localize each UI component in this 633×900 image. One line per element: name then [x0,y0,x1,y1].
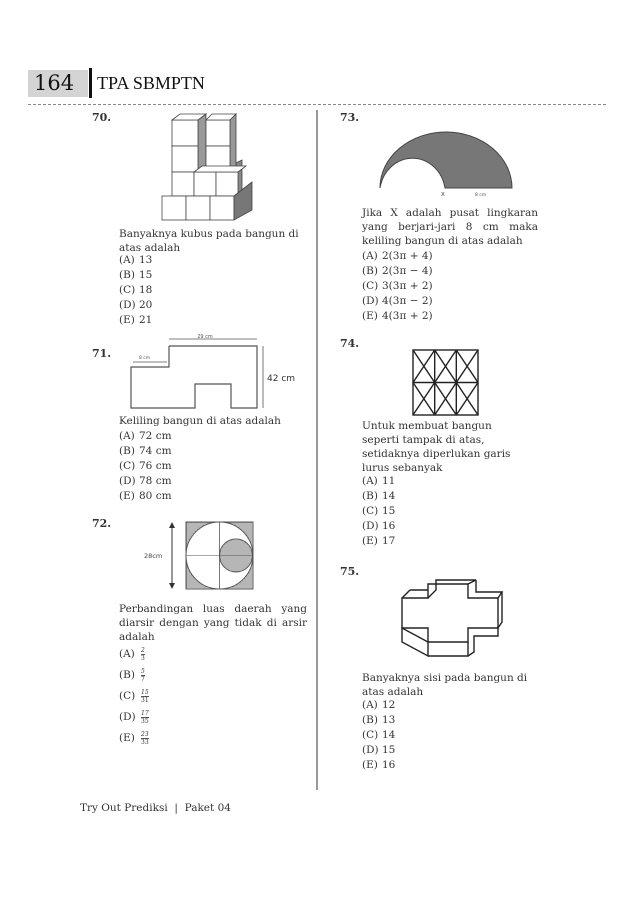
question-75-options [362,698,395,773]
option[interactable]: (E) 16 [362,759,396,771]
right-dimension-label: 42 cm [267,374,296,384]
option[interactable]: (B) 15 [119,269,153,281]
option[interactable]: (D) 78 cm [119,475,172,487]
question-71-number: 71. [92,347,112,360]
question-75-number: 75. [340,565,360,578]
question-74-text: Untuk membuat bangun seperti tampak di atas, setidaknya diperlukan garis lurus sebanyak [362,420,511,474]
option[interactable]: (E) 80 cm [119,490,172,502]
option[interactable]: (A) 13 [119,254,153,266]
question-73-options [362,249,433,324]
line-grid-figure [412,349,480,417]
page-footer: Try Out Prediksi | Paket 04 [80,802,231,814]
question-74-number: 74. [340,337,360,350]
header-dashed-rule [28,104,606,105]
semicircle-figure [375,122,520,202]
option[interactable]: (B) 2(3π − 4) [362,265,433,277]
question-74-options [362,474,395,549]
option[interactable]: (A) 2(3π + 4) [362,250,433,262]
column-divider [316,110,318,790]
cross-prism-figure [398,578,504,664]
page-number: 164 [34,71,75,95]
question-73-number: 73. [340,111,360,124]
question-73-text: Jika X adalah pusat lingkaran yang berjari-jari 8 cm maka keliling bangun di atas adalah [362,207,538,247]
question-70-number: 70. [92,111,112,124]
option[interactable]: (C) 76 cm [119,460,172,472]
question-71-text: Keliling bangun di atas adalah [119,415,281,427]
svg-text:X: X [441,192,445,198]
question-72-number: 72. [92,517,112,530]
option[interactable]: (B) 13 [362,714,396,726]
option[interactable]: (E) 17 [362,535,396,547]
question-70-options [119,253,152,328]
option[interactable]: (B) 74 cm [119,445,172,457]
option[interactable]: (C) 3(3π + 2) [362,280,433,292]
header-divider [89,68,92,98]
option[interactable]: (B) $\frac{5}{7}$ [119,668,145,683]
option[interactable]: (E) 21 [119,314,153,326]
option[interactable]: (C) 15 [362,505,396,517]
option[interactable]: (B) 14 [362,490,396,502]
svg-text:28cm: 28cm [144,552,163,560]
option[interactable]: (C) 14 [362,729,396,741]
option[interactable]: (D) $\frac{17}{35}$ [119,710,149,725]
option[interactable]: (E) 4(3π + 2) [362,310,433,322]
option[interactable]: (A) 72 cm [119,430,172,442]
option[interactable]: (D) 15 [362,744,396,756]
option[interactable]: (A) $\frac{2}{3}$ [119,647,145,662]
option[interactable]: (C) $\frac{15}{31}$ [119,689,149,704]
option[interactable]: (D) 20 [119,299,153,311]
question-71-options [119,429,172,504]
svg-text:8 cm: 8 cm [139,356,151,361]
circle-square-figure [140,520,260,592]
option[interactable]: (A) 11 [362,475,396,487]
perimeter-shape-figure [125,334,305,414]
svg-text:29 cm: 29 cm [197,334,213,340]
option[interactable]: (D) 4(3π − 2) [362,295,433,307]
question-75-text: Banyaknya sisi pada bangun di atas adalah [362,672,528,698]
page-title: TPA SBMPTN [97,73,205,93]
svg-text:8 cm: 8 cm [475,193,487,198]
cube-stack-figure [158,112,258,224]
option[interactable]: (C) 18 [119,284,153,296]
option[interactable]: (D) 16 [362,520,396,532]
option[interactable]: (A) 12 [362,699,396,711]
question-72-options [119,647,149,752]
question-70-text: Banyaknya kubus pada bangun di atas adalah [119,228,299,254]
option[interactable]: (E) $\frac{23}{33}$ [119,731,149,746]
question-72-text: Perbandingan luas daerah yang diarsir dengan yang tidak di arsir adalah [119,603,307,643]
